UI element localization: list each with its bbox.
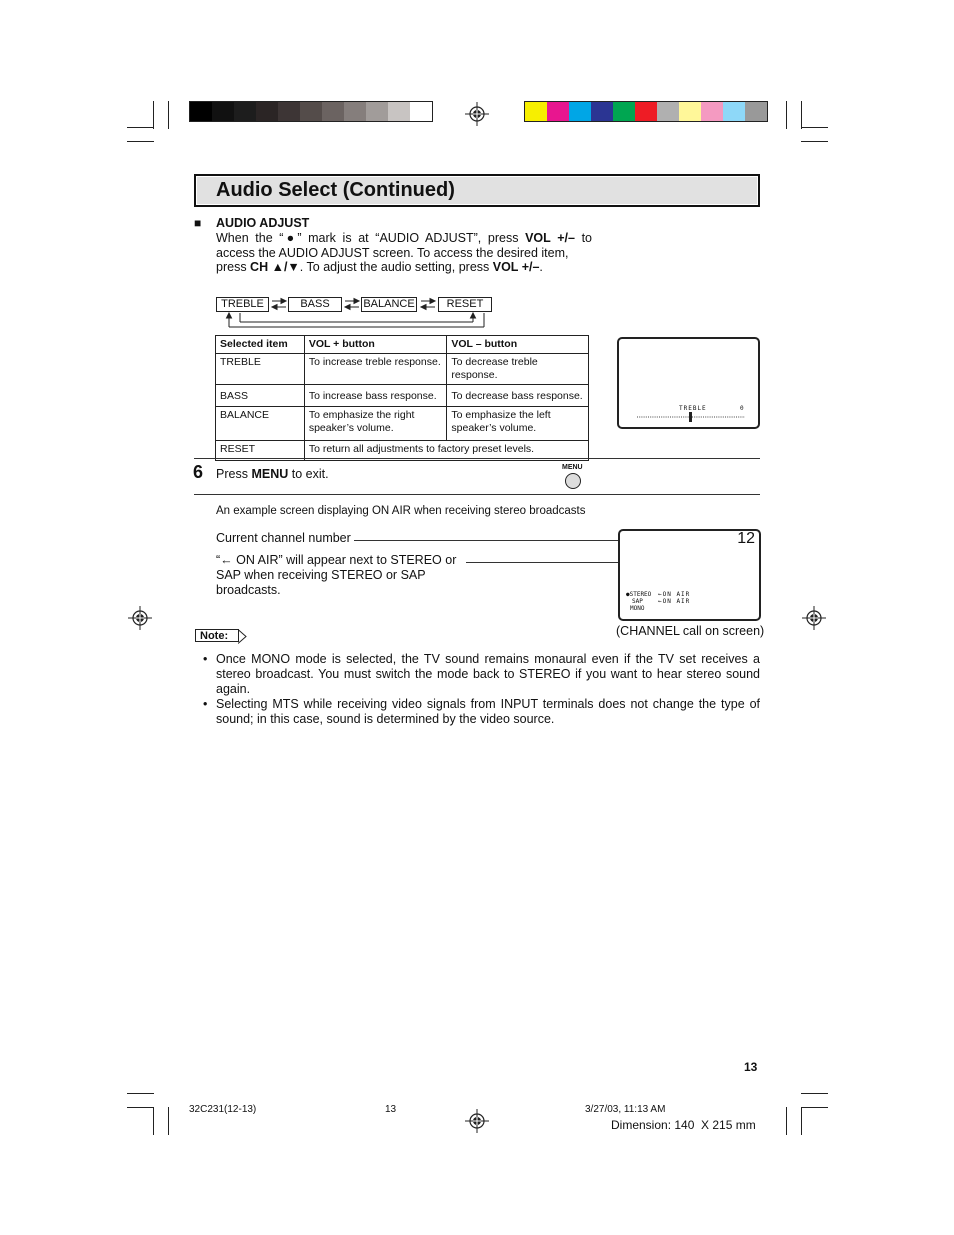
flow-item-reset: RESET <box>438 297 492 312</box>
flow-item-bass: BASS <box>288 297 342 312</box>
color-swatch <box>635 102 657 121</box>
audio-adjust-table <box>215 335 589 461</box>
audio-adjust-heading: AUDIO ADJUST <box>216 216 310 230</box>
channel-number-label: Current channel number <box>216 531 351 545</box>
gray-swatch <box>300 102 322 121</box>
color-swatch <box>547 102 569 121</box>
table-row <box>216 385 589 407</box>
table-header-cell: VOL – button <box>447 336 589 354</box>
color-swatch <box>679 102 701 121</box>
flow-item-balance: BALANCE <box>361 297 417 312</box>
channel-osd-screen <box>618 529 761 621</box>
audio-adjust-line-2: access the AUDIO ADJUST screen. To access the desired item, <box>216 246 569 260</box>
table-cell-item: BALANCE <box>216 407 305 441</box>
osd-onair-sap: ←ON AIR <box>658 598 691 605</box>
sheet-number: 13 <box>385 1104 397 1115</box>
channel-screen-caption: (CHANNEL call on screen) <box>616 624 765 638</box>
color-swatch <box>569 102 591 121</box>
audio-adjust-line-3: press CH ▲/▼. To adjust the audio setting, press VOL +/–. <box>216 260 543 274</box>
table-header-cell: Selected item <box>216 336 305 354</box>
page-number: 13 <box>744 1060 758 1074</box>
note-list <box>203 652 760 727</box>
on-air-description: “← ON AIR” will appear next to STEREO or SAP when receiving STEREO or SAP broadcasts. <box>216 553 457 597</box>
table-cell-plus: To increase treble response. <box>304 354 447 385</box>
flow-item-treble: TREBLE <box>216 297 269 312</box>
table-header-row <box>216 336 589 354</box>
gray-swatch <box>366 102 388 121</box>
page-title: Audio Select (Continued) <box>216 179 455 201</box>
print-timestamp: 3/27/03, 11:13 AM <box>585 1104 666 1115</box>
table-cell-minus: To decrease bass response. <box>447 385 589 407</box>
osd-mode-sap: SAP <box>632 598 643 605</box>
gray-swatch <box>278 102 300 121</box>
table-cell-item: RESET <box>216 441 305 461</box>
table-cell-minus: To emphasize the left speaker’s volume. <box>447 407 589 441</box>
osd-level-bar <box>637 412 747 422</box>
osd-sound-modes <box>626 591 651 612</box>
gray-swatch <box>410 102 432 121</box>
square-bullet-icon: ■ <box>194 216 202 230</box>
registration-mark-left <box>128 606 152 630</box>
step-6-text: Press MENU to exit. <box>216 467 329 481</box>
color-swatch <box>613 102 635 121</box>
color-swatch <box>591 102 613 121</box>
treble-osd-screen <box>617 337 760 429</box>
registration-mark-bottom <box>465 1109 489 1133</box>
color-swatch <box>745 102 767 121</box>
osd-onair-stereo: ←ON AIR <box>658 591 691 598</box>
color-swatch <box>657 102 679 121</box>
audio-adjust-line-1: When the “●” mark is at “AUDIO ADJUST”, press VOL +/– to <box>216 231 592 245</box>
step-number: 6 <box>193 462 204 482</box>
gray-swatch <box>190 102 212 121</box>
dimension-text: Dimension: 140 X 215 mm <box>611 1118 756 1132</box>
file-code: 32C231(12-13) <box>189 1104 257 1115</box>
divider-line <box>194 494 760 495</box>
gray-swatch <box>388 102 410 121</box>
osd-mode-mono: MONO <box>630 605 645 612</box>
menu-button-label: MENU <box>562 464 583 471</box>
example-caption: An example screen displaying ON AIR when receiving stereo broadcasts <box>216 505 586 517</box>
color-bars <box>524 101 768 122</box>
table-cell-minus: To decrease treble response. <box>447 354 589 385</box>
gray-swatch <box>212 102 234 121</box>
gray-swatch <box>344 102 366 121</box>
menu-button-icon <box>565 473 581 489</box>
table-header-cell: VOL + button <box>304 336 447 354</box>
color-swatch <box>723 102 745 121</box>
gray-swatch <box>322 102 344 121</box>
list-item: • Once MONO mode is selected, the TV sound remains monaural even if the TV set receives a stereo broadcast. You must switch the mode back to STEREO if you want to hear stereo sound again. <box>203 652 760 697</box>
osd-treble-label: TREBLE <box>679 405 707 412</box>
osd-treble-value: 0 <box>740 405 744 412</box>
table-cell-item: TREBLE <box>216 354 305 385</box>
osd-channel-number: 12 <box>737 530 755 547</box>
table-cell-plus: To emphasize the right speaker’s volume. <box>304 407 447 441</box>
list-item: • Selecting MTS while receiving video signals from INPUT terminals does not change the type of sound; in this case, sound is determined by the video source. <box>203 697 760 727</box>
registration-mark-top <box>465 102 489 126</box>
gray-swatch <box>256 102 278 121</box>
color-swatch <box>701 102 723 121</box>
note-arrow-icon <box>238 629 250 644</box>
table-cell-plus: To return all adjustments to factory preset levels. <box>304 441 588 461</box>
flow-arrows-icon <box>216 295 496 331</box>
divider-line <box>194 458 760 459</box>
title-bar <box>194 174 760 207</box>
table-row <box>216 407 589 441</box>
grayscale-bars <box>189 101 433 122</box>
gray-swatch <box>234 102 256 121</box>
table-row <box>216 354 589 385</box>
note-label: Note: <box>195 629 239 642</box>
osd-onair-markers <box>658 591 690 605</box>
osd-mode-stereo: ●STEREO <box>626 591 652 598</box>
table-cell-item: BASS <box>216 385 305 407</box>
table-cell-plus: To increase bass response. <box>304 385 447 407</box>
color-swatch <box>525 102 547 121</box>
registration-mark-right <box>802 606 826 630</box>
